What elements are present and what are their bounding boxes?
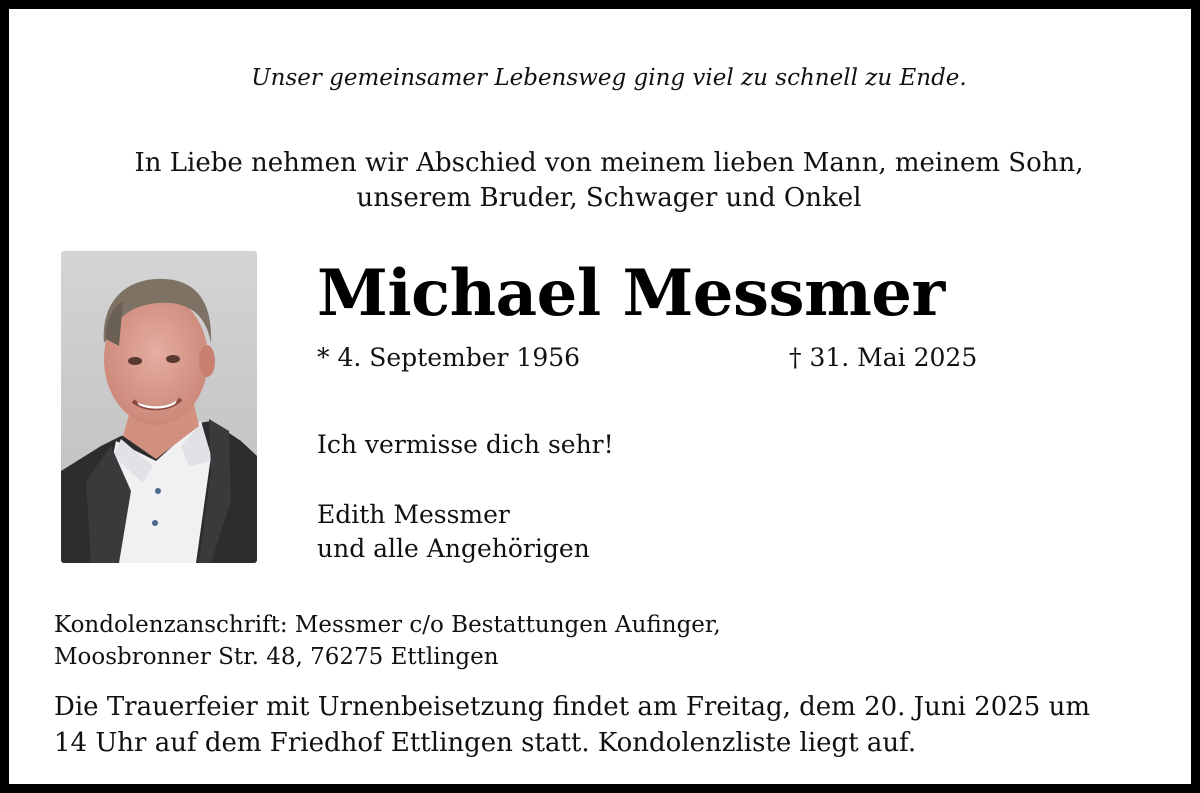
signers — [317, 498, 590, 566]
personal-message: Ich vermisse dich sehr! — [317, 430, 614, 459]
address-line-2: Moosbronner Str. 48, 76275 Ettlingen — [54, 644, 499, 670]
ceremony-info — [54, 689, 1090, 761]
birth-date: * 4. September 1956 — [317, 343, 581, 372]
ceremony-line-2: 14 Uhr auf dem Friedhof Ettlingen statt. Kondolenzliste liegt auf. — [54, 728, 917, 758]
motto: Unser gemeinsamer Lebensweg ging viel zu schnell zu Ende. — [251, 65, 967, 91]
signer-line-2: und alle Angehörigen — [317, 534, 590, 563]
death-date: † 31. Mai 2025 — [789, 343, 978, 372]
ceremony-line-1: Die Trauerfeier mit Urnenbeisetzung findet am Freitag, dem 20. Juni 2025 um — [54, 692, 1091, 722]
intro-text — [9, 146, 1200, 216]
deceased-name: Michael Messmer — [317, 256, 945, 331]
address-line-1: Kondolenzanschrift: Messmer c/o Bestattungen Aufinger, — [54, 612, 721, 638]
condolence-address — [54, 609, 721, 673]
intro-line-1: In Liebe nehmen wir Abschied von meinem lieben Mann, meinem Sohn, — [134, 148, 1084, 178]
intro-line-2: unserem Bruder, Schwager und Onkel — [356, 183, 862, 213]
signer-line-1: Edith Messmer — [317, 500, 510, 529]
portrait-photo — [61, 251, 257, 563]
